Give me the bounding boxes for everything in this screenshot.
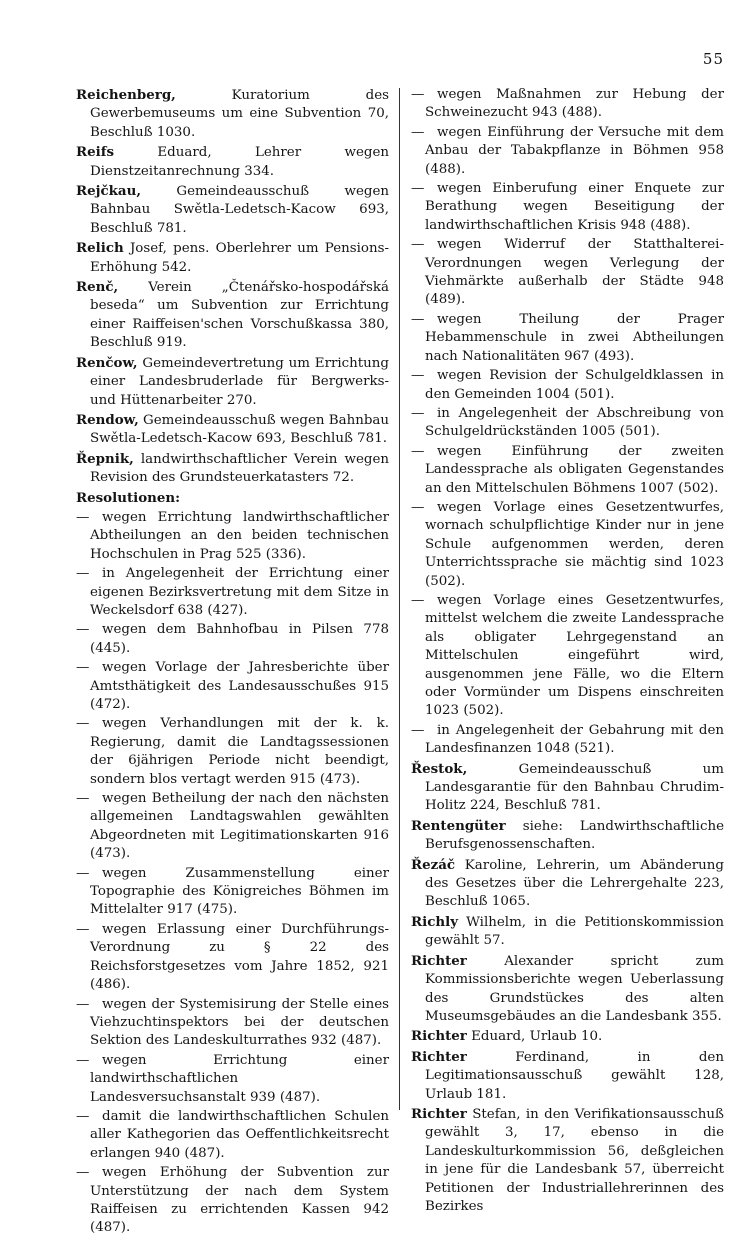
entry-text: wegen Errichtung landwirthschaftlicher Abtheilungen an den beiden technischen Hochschulen in Prag 525 (336). (90, 509, 389, 562)
entry-dash: — (411, 124, 425, 140)
left-column (76, 86, 389, 1236)
entry-text: wegen Vorlage eines Gesetzentwurfes, mittelst welchem die zweite Landessprache als obligater Lehrgegenstand an Mittelschulen eingeführt wird, ausgenommen jene Fälle, wo die Eltern oder Vormünder um Dispens einschreiten 1023 (502). (425, 592, 724, 719)
entry-headword: Rendow, (76, 411, 139, 428)
entry-text: wegen Vorlage der Jahresberichte über Amtsthätigkeit des Landesausschußes 915 (472). (90, 660, 389, 712)
entry-text: wegen Errichtung einer landwirthschaftlichen Landesversuchsanstalt 939 (487). (90, 1052, 389, 1105)
entry-headword: Richter (411, 1028, 467, 1045)
entry-headword: Řestok, (411, 760, 468, 777)
entry-dash: — (411, 87, 425, 102)
entry-text: wegen Erhöhung der Subvention zur Unterstützung der nach dem System Raiffeisen zu errichtenden Kassen 942 (487). (90, 1165, 389, 1236)
index-entry (76, 182, 389, 238)
index-subentry (76, 865, 389, 920)
entry-text: Eduard, Urlaub 10. (466, 1029, 603, 1045)
entry-text: Eduard, Lehrer wegen Dienstzeitanrechnung 334. (90, 145, 389, 179)
entry-dash: — (76, 921, 90, 937)
index-entry (76, 450, 389, 488)
entry-text: Gemeindeausschuß wegen Bahnbau Swětla-Ledetsch-Kacow 693, Beschluß 781. (90, 184, 389, 236)
entry-headword: Reifs (76, 144, 115, 161)
entry-text: wegen Revision der Schulgeldklassen in den Gemeinden 1004 (501). (425, 368, 724, 402)
entry-text: wegen Betheilung der nach den nächsten allgemeinen Landtagswahlen gewählten Abgeordneten mit Legitimationskarten 916 (473). (90, 791, 389, 862)
index-subentry (76, 509, 389, 564)
column-divider (399, 88, 400, 1110)
index-entry (411, 1105, 724, 1216)
index-entry (76, 278, 389, 353)
index-subentry (76, 790, 389, 864)
index-subentry (411, 499, 724, 591)
entry-dash: — (411, 405, 425, 421)
index-subentry (411, 86, 724, 123)
entry-dash: — (76, 1052, 90, 1068)
index-subentry (411, 592, 724, 721)
entry-text: wegen der Systemisirung der Stelle eines Viehzuchtinspektors bei der deutschen Sektion des Landeskulturrathes 932 (487). (90, 996, 389, 1049)
entry-text: wegen Einberufung einer Enquete zur Berathung wegen Beseitigung der landwirthschaftlichen Krisis 948 (488). (425, 181, 724, 233)
index-entry (411, 1027, 724, 1046)
index-entry (76, 354, 389, 410)
index-entry (411, 913, 724, 951)
entry-text: Gemeindevertretung um Errichtung einer Landesbruderlade für Bergwerks- und Hüttenarbeiter 270. (90, 355, 389, 408)
entry-dash: — (411, 722, 425, 738)
entry-dash: — (411, 181, 425, 197)
index-subentry (411, 180, 724, 235)
entry-headword: Resolutionen: (76, 489, 181, 506)
index-subentry (411, 236, 724, 310)
index-entry (411, 856, 724, 912)
entry-dash: — (76, 996, 90, 1012)
index-subentry (411, 722, 724, 759)
entry-text: in Angelegenheit der Errichtung einer eigenen Bezirksvertretung mit dem Sitze in Weckelsdorf 638 (427). (90, 566, 389, 618)
entry-text: Verein „Čtenářsko-hospodářská beseda“ um Subvention zur Errichtung einer Raiffeisen'schen Vorschußkassa 380, Beschluß 919. (90, 280, 389, 351)
entry-headword: Relich (76, 240, 124, 257)
index-subentry (76, 1164, 389, 1238)
entry-dash: — (76, 1165, 90, 1181)
index-entry (411, 952, 724, 1027)
index-subentry (76, 921, 389, 995)
entry-text: Wilhelm, in die Petitionskommission gewählt 57. (425, 914, 724, 949)
entry-headword: Richly (411, 913, 458, 930)
entry-text: Josef, pens. Oberlehrer um Pensions-Erhöhung 542. (90, 241, 389, 275)
entry-text: wegen Theilung der Prager Hebammenschule in zwei Abtheilungen nach Nationalitäten 967 (493). (425, 311, 724, 364)
entry-dash: — (76, 791, 90, 807)
entry-text: siehe: Landwirthschaftliche Berufsgenossenschaften. (425, 818, 724, 853)
entry-text: Gemeindeausschuß um Landesgarantie für den Bahnbau Chrudim-Holitz 224, Beschluß 781. (425, 761, 724, 814)
index-subentry (76, 996, 389, 1051)
entry-dash: — (76, 509, 90, 525)
entry-text: landwirthschaftlicher Verein wegen Revision des Grundsteuerkatasters 72. (90, 451, 389, 486)
entry-text: wegen Erlassung einer Durchführungs-Verordnung zu § 22 des Reichsforstgesetzes vom Jahre 1852, 921 (486). (90, 921, 389, 993)
index-entry (76, 143, 389, 181)
entry-text: in Angelegenheit der Gebahrung mit den Landesfinanzen 1048 (521). (425, 722, 724, 757)
entry-text: wegen Einführung der Versuche mit dem Anbau der Tabakpflanze in Böhmen 958 (488). (425, 124, 724, 177)
entry-text: Karoline, Lehrerin, um Abänderung des Gesetzes über die Lehrergehalte 223, Beschluß 1065. (425, 857, 724, 910)
entry-dash: — (76, 1108, 90, 1124)
entry-dash: — (76, 622, 90, 638)
index-entry (76, 411, 389, 449)
index-subentry (411, 405, 724, 442)
index-entry (411, 1048, 724, 1104)
entry-text: wegen Vorlage eines Gesetzentwurfes, wornach schulpflichtige Kinder nur in jene Schule aufgenommen werden, deren Unterrichtssprache sie mächtig sind 1023 (502). (425, 499, 724, 589)
index-entry (411, 760, 724, 816)
entry-dash: — (411, 499, 425, 515)
index-subentry (411, 311, 724, 366)
index-subentry (76, 1052, 389, 1107)
entry-text: Alexander spricht zum Kommissionsberichte wegen Ueberlassung des Grundstückes des alten Museumsgebäudes an die Landesbank 355. (425, 953, 724, 1024)
entry-text: wegen Maßnahmen zur Hebung der Schweinezucht 943 (488). (425, 87, 724, 121)
entry-text: wegen Widerruf der Statthalterei-Verordnungen wegen Verlegung der Viehmärkte außerhalb der Städte 948 (489). (425, 237, 724, 308)
entry-text: in Angelegenheit der Abschreibung von Schulgeldrückständen 1005 (501). (425, 405, 724, 440)
index-columns (76, 86, 724, 1236)
entry-text: Ferdinand, in den Legitimationsausschuß gewählt 128, Urlaub 181. (425, 1049, 724, 1102)
index-entry (76, 489, 389, 508)
entry-text: Kuratorium des Gewerbemuseums um eine Subvention 70, Beschluß 1030. (90, 88, 389, 140)
index-subentry (411, 367, 724, 404)
entry-text: wegen Zusammenstellung einer Topographie des Königreiches Böhmen im Mittelalter 917 (475). (90, 865, 389, 918)
entry-headword: Richter (411, 1048, 467, 1065)
entry-headword: Richter (411, 952, 467, 969)
index-entry (76, 239, 389, 277)
index-subentry (76, 565, 389, 620)
entry-text: Stefan, in den Verifikationsausschuß gewählt 3, 17, ebenso in die Landeskulturkommission 56, deßgleichen in jene für die Landesbank 57, überreicht Petitionen der Industriallehrerinnen des Bezirkes (425, 1106, 724, 1214)
index-subentry (411, 443, 724, 498)
entry-dash: — (411, 592, 425, 608)
index-subentry (76, 1108, 389, 1163)
entry-dash: — (411, 443, 425, 459)
entry-dash: — (76, 865, 90, 881)
entry-headword: Renčow, (76, 354, 138, 371)
entry-text: damit die landwirthschaftlichen Schulen aller Kathegorien das Oeffentlichkeitsrecht erlangen 940 (487). (90, 1108, 389, 1161)
entry-dash: — (411, 237, 425, 253)
page-number: 55 (702, 50, 724, 68)
entry-headword: Řepnik, (76, 450, 134, 467)
entry-headword: Rentengüter (411, 817, 506, 834)
entry-text: wegen Verhandlungen mit der k. k. Regierung, damit die Landtagssessionen der 6jährigen Periode nicht beendigt, sondern blos vertagt werden 915 (473). (90, 716, 389, 787)
entry-text: wegen Einführung der zweiten Landessprache als obligaten Gegenstandes an den Mittelschulen Böhmens 1007 (502). (425, 443, 724, 496)
entry-text: Gemeindeausschuß wegen Bahnbau Swětla-Ledetsch-Kacow 693, Beschluß 781. (90, 412, 389, 447)
entry-headword: Řezáč (411, 856, 456, 873)
right-column (411, 86, 724, 1214)
entry-dash: — (76, 716, 90, 732)
entry-text: wegen dem Bahnhofbau in Pilsen 778 (445). (90, 622, 389, 656)
index-subentry (76, 659, 389, 714)
entry-headword: Rejčkau, (76, 183, 141, 200)
entry-headword: Richter (411, 1105, 467, 1122)
index-entry (76, 86, 389, 142)
index-subentry (76, 715, 389, 789)
entry-dash: — (411, 368, 425, 384)
entry-dash: — (411, 311, 425, 327)
entry-headword: Renč, (76, 279, 119, 296)
index-subentry (411, 124, 724, 179)
entry-dash: — (76, 660, 90, 676)
entry-dash: — (76, 566, 90, 582)
index-entry (411, 817, 724, 855)
entry-headword: Reichenberg, (76, 87, 176, 103)
index-subentry (76, 621, 389, 658)
